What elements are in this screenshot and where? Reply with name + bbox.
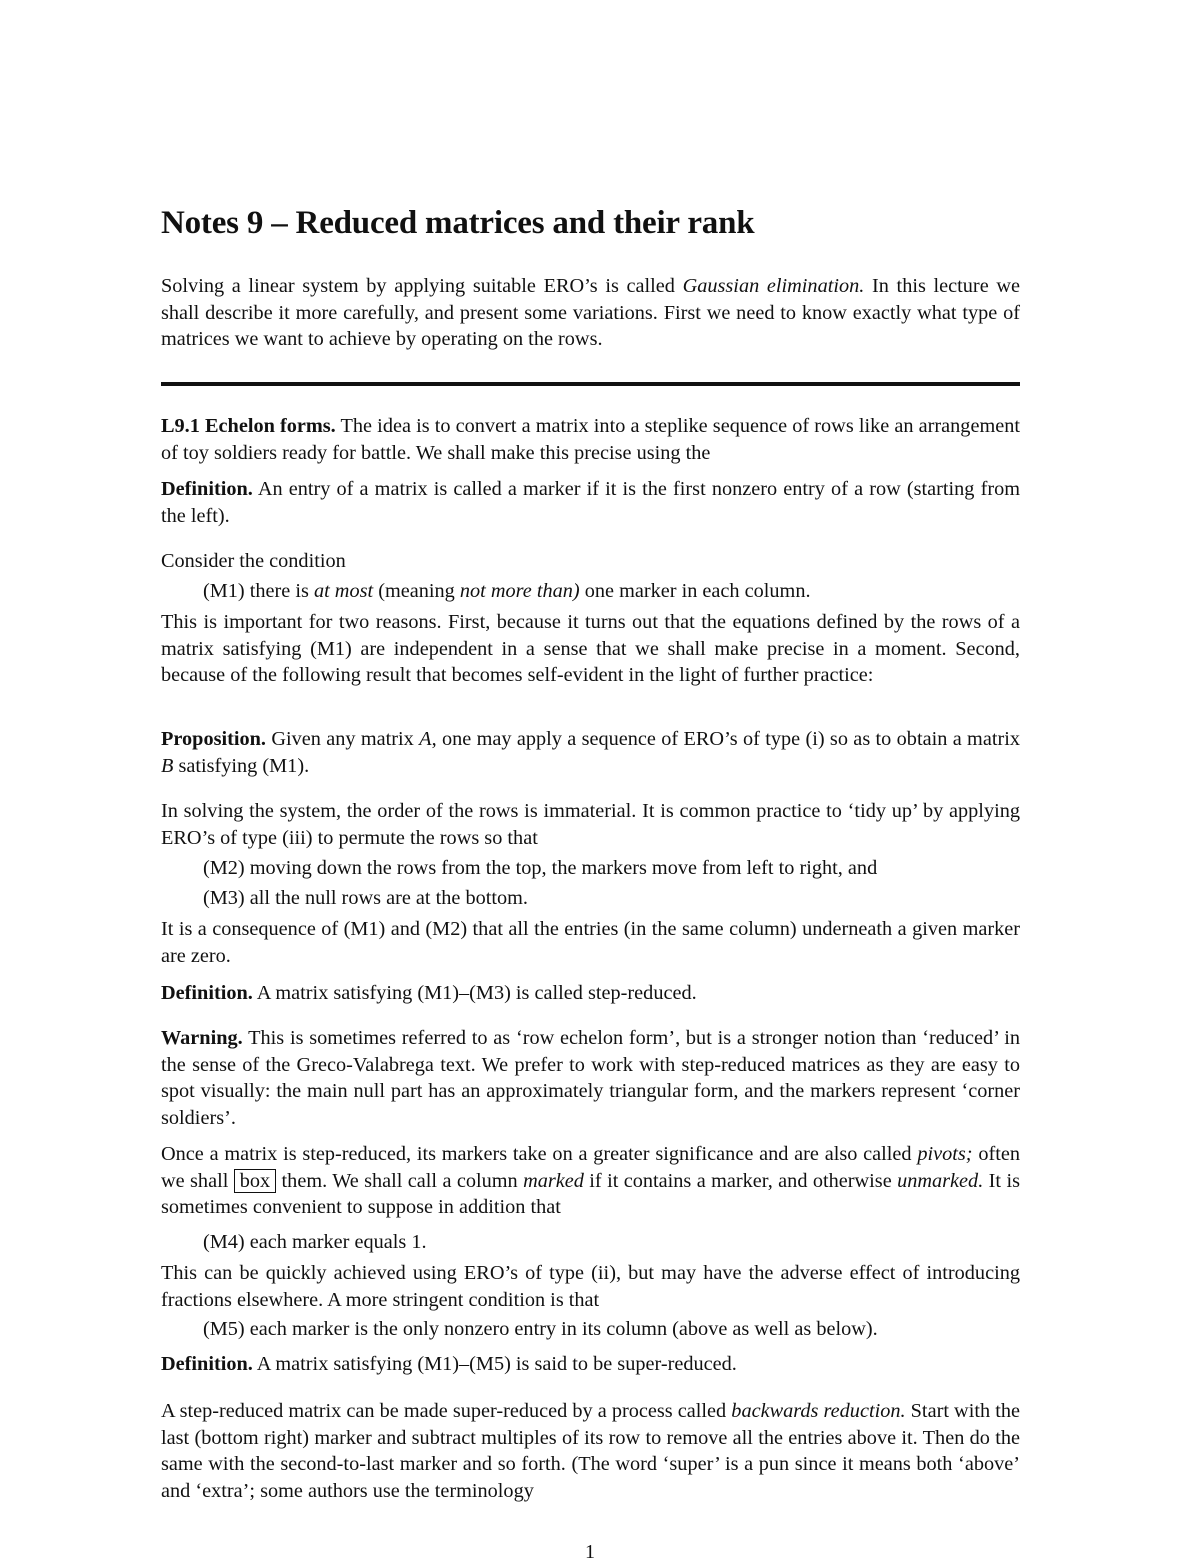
condition-m4: (M4) each marker equals 1. [203, 1231, 427, 1253]
page-title: Notes 9 – Reduced matrices and their rank [161, 205, 755, 241]
condition-m5: (M5) each marker is the only nonzero entry in its column (above as well as below). [203, 1318, 878, 1340]
pivots-paragraph: Once a matrix is step-reduced, its markers take on a greater significance and are also called pivots; often we shall box them. We shall call a column marked if it contains a marker, and otherwise unmarked. It is sometimes convenient to suppose in addition that [161, 1143, 1020, 1218]
section-9-1-paragraph: L9.1 Echelon forms. The idea is to convert a matrix into a steplike sequence of rows like an arrangement of toy soldiers ready for battle. We shall make this precise using the [161, 415, 1020, 464]
consider-line: Consider the condition [161, 550, 346, 572]
section-divider [161, 382, 1020, 386]
backwards-reduction-paragraph: A step-reduced matrix can be made super-reduced by a process called backwards reduction. Start with the last (bottom right) marker and subtract multiples of its row to remove all the entries above it. Then do the same with the second-to-last marker and so forth. (The word ‘super’ is a pun since it means both ‘above’ and ‘extra’; some authors use the terminology [161, 1400, 1020, 1502]
warning-paragraph: Warning. This is sometimes referred to as ‘row echelon form’, but is a stronger notion than ‘reduced’ in the sense of the Greco-Valabrega text. We prefer to work with step-reduced matrices as they are easy to spot visually: the main null part has an approximately triangular form, and the markers represent ‘corner soldiers’. [161, 1027, 1020, 1129]
boxed-example: box [234, 1169, 276, 1193]
consequence-paragraph: It is a consequence of (M1) and (M2) that all the entries (in the same column) underneath a given marker are zero. [161, 918, 1020, 967]
definition-step-reduced: Definition. A matrix satisfying (M1)–(M3) is called step-reduced. [161, 982, 697, 1004]
solving-paragraph: In solving the system, the order of the rows is immaterial. It is common practice to ‘tidy up’ by applying ERO’s of type (iii) to permute the rows so that [161, 800, 1020, 849]
condition-m3: (M3) all the null rows are at the bottom. [203, 887, 528, 909]
definition-super-reduced: Definition. A matrix satisfying (M1)–(M5) is said to be super-reduced. [161, 1353, 737, 1375]
section-heading: L9.1 Echelon forms. [161, 415, 336, 437]
condition-m2: (M2) moving down the rows from the top, the markers move from left to right, and [203, 857, 878, 879]
condition-m1: (M1) there is at most (meaning not more than) one marker in each column. [203, 580, 811, 602]
quickly-paragraph: This can be quickly achieved using ERO’s of type (ii), but may have the adverse effect of introducing fractions elsewhere. A more stringent condition is that [161, 1262, 1020, 1311]
proposition: Proposition. Given any matrix A, one may apply a sequence of ERO’s of type (i) so as to obtain a matrix B satisfying (M1). [161, 728, 1020, 777]
page-number: 1 [585, 1541, 595, 1563]
importance-paragraph: This is important for two reasons. First, because it turns out that the equations defined by the rows of a matrix satisfying (M1) are independent in a sense that we shall make precise in a moment. Second, because of the following result that becomes self-evident in the light of further practice: [161, 611, 1020, 686]
intro-paragraph: Solving a linear system by applying suitable ERO’s is called Gaussian elimination. In this lecture we shall describe it more carefully, and present some variations. First we need to know exactly what type of matrices we want to achieve by operating on the rows. [161, 275, 1020, 350]
definition-marker: Definition. An entry of a matrix is called a marker if it is the first nonzero entry of a row (starting from the left). [161, 478, 1020, 527]
